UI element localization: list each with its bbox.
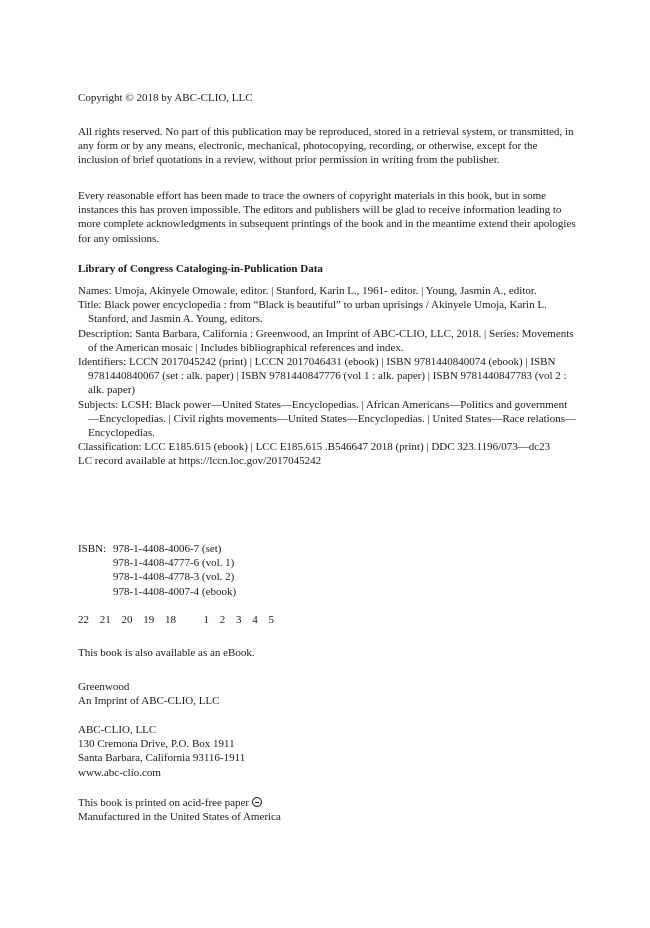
print-line bbox=[78, 613, 578, 627]
publisher-address bbox=[78, 723, 578, 780]
effort-statement bbox=[78, 189, 578, 246]
print-year: 19 bbox=[143, 614, 155, 626]
print-year: 21 bbox=[99, 614, 111, 626]
isbn-value: 978-1-4408-4778-3 (vol. 2) bbox=[113, 571, 235, 584]
imprint-name: Greenwood bbox=[78, 681, 130, 693]
print-number: 2 bbox=[219, 614, 226, 626]
isbn-value: 978-1-4408-4007-4 (ebook) bbox=[113, 585, 237, 598]
cip-lc-record: LC record available at https://lccn.loc.gov/2017045242 bbox=[78, 455, 322, 468]
print-year: 22 bbox=[78, 614, 89, 626]
cip-heading: Library of Congress Cataloging-in-Publication Data bbox=[78, 263, 323, 275]
cip-identifiers: Identifiers: LCCN 2017045242 (print) | LCCN 2017046431 (ebook) | ISBN 9781440840074 (ebook) | ISBN 9781440840067 (set : alk. paper) | ISBN 9781440847776 (vol 1 : alk. paper) | ISBN 9781440847783 (vol 2 : alk. paper) bbox=[78, 356, 567, 397]
publisher-website: www.abc-clio.com bbox=[78, 766, 161, 779]
ebook-note: This book is also available as an eBook. bbox=[78, 647, 255, 659]
print-number: 5 bbox=[268, 614, 274, 626]
printing-notes bbox=[78, 796, 578, 824]
rights-paragraph: All rights reserved. No part of this publication may be reproduced, stored in a retrieval system, or transmitted, in any form or by any means, electronic, mechanical, photocopying, recording, or otherwise, except for the inclusion of brief quotations in a review, without prior permission in writing from the publisher. bbox=[78, 126, 574, 167]
rights-statement bbox=[78, 125, 578, 168]
isbn-value: 978-1-4408-4006-7 (set) bbox=[113, 543, 222, 555]
isbn-label: ISBN: bbox=[78, 543, 107, 555]
isbn-value: 978-1-4408-4777-6 (vol. 1) bbox=[113, 557, 235, 570]
cip-names: Names: Umoja, Akinyele Omowale, editor. | Stanford, Karin L., 1961- editor. | Young, Jasmin A., editor. bbox=[78, 285, 537, 297]
cip-description: Description: Santa Barbara, California : Greenwood, an Imprint of ABC-CLIO, LLC, 2018. | Series: Movements of the American mosaic | Includes bibliographical references and index. bbox=[78, 327, 574, 354]
publisher-city: Santa Barbara, California 93116-1911 bbox=[78, 752, 246, 765]
print-number: 4 bbox=[252, 614, 258, 626]
print-year: 20 bbox=[121, 614, 133, 626]
isbn-block bbox=[78, 542, 578, 599]
acid-free-note: This book is printed on acid-free paper bbox=[78, 797, 250, 809]
isbn-list bbox=[113, 542, 236, 599]
cip-title: Title: Black power encyclopedia : from “Black is beautiful” to urban uprisings / Akinyele Umoja, Karin L. Stanford, and Jasmin A. Young, editors. bbox=[78, 299, 547, 326]
cip-subjects: Subjects: LCSH: Black power—United States—Encyclopedias. | African Americans—Politics and government—Encyclopedias. | Civil rights movements—United States—Encyclopedias. | United States—Race relations—Encyclopedias. bbox=[78, 398, 577, 440]
manufactured-note: Manufactured in the United States of America bbox=[78, 811, 281, 824]
print-number: 1 bbox=[203, 614, 209, 626]
cip-entries bbox=[78, 284, 578, 469]
acid-free-paper-icon bbox=[252, 797, 262, 807]
acid-free-line bbox=[78, 796, 578, 810]
cip-block bbox=[78, 262, 578, 276]
print-year: 18 bbox=[165, 614, 176, 626]
rights-paragraph: Every reasonable effort has been made to trace the owners of copyright materials in this book, but in some instances this has proven impossible. The editors and publishers will be glad to receive information leading to more complete acknowledgments in subsequent printings of the book and in the meantime extend their apologies for any omissions. bbox=[78, 190, 576, 245]
copyright-line: Copyright © 2018 by ABC-CLIO, LLC bbox=[78, 92, 253, 104]
publisher-name: ABC-CLIO, LLC bbox=[78, 724, 157, 736]
cip-classification: Classification: LCC E185.615 (ebook) | LCC E185.615 .B546647 2018 (print) | DDC 323.1196/073—dc23 bbox=[78, 441, 551, 454]
publisher-street: 130 Cremona Drive, P.O. Box 1911 bbox=[78, 738, 235, 751]
imprint-line: An Imprint of ABC-CLIO, LLC bbox=[78, 695, 220, 708]
imprint-block bbox=[78, 680, 578, 708]
print-number: 3 bbox=[236, 614, 242, 626]
